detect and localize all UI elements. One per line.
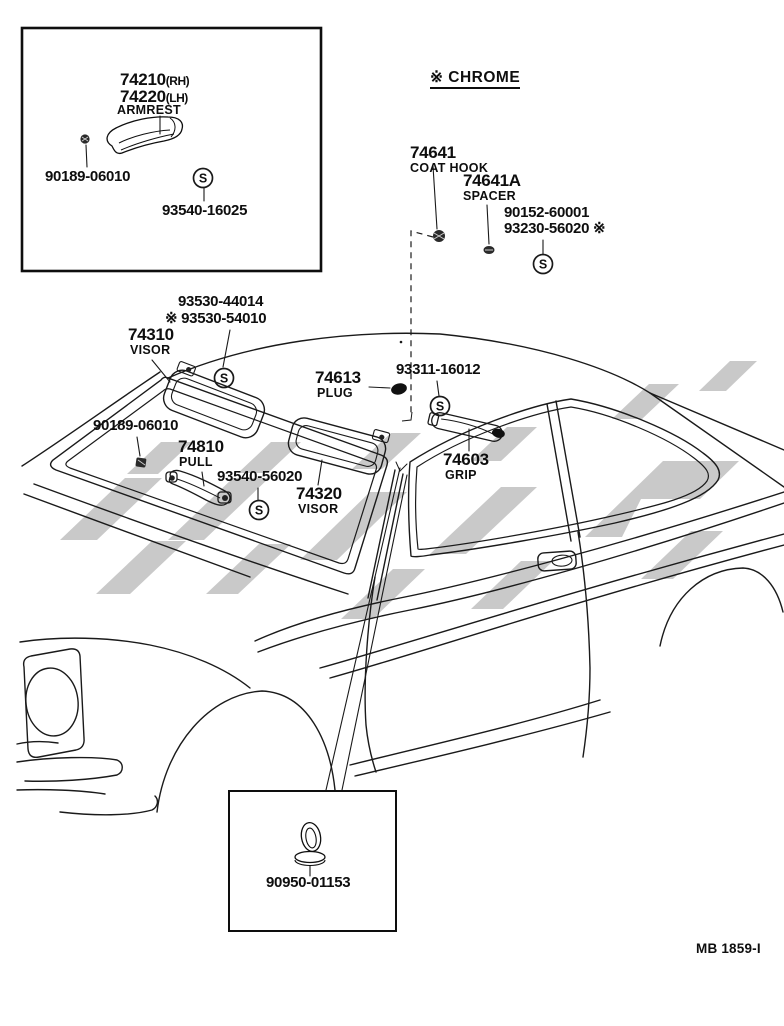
label-front-clip: 90189-06010	[93, 417, 179, 434]
label-grip-no: 74603	[443, 450, 489, 469]
label-armrest-screw: 90189-06010	[45, 168, 131, 185]
s-symbol: S	[198, 171, 208, 186]
label-pull-name: PULL	[179, 455, 213, 469]
clip-drawing	[295, 821, 325, 865]
label-coat-hook-no: 74641	[410, 143, 456, 162]
label-doc-code: MB 1859-I	[696, 941, 761, 956]
label-armrest-rh	[120, 71, 189, 88]
label-coat-hook-name: COAT HOOK	[410, 161, 489, 175]
part-no: 74220	[120, 87, 166, 106]
label-header-clip: 90950-01153	[266, 874, 351, 891]
label-plug-no: 74613	[315, 368, 361, 387]
label-visor-rh-no: 74320	[296, 484, 342, 503]
side-suffix: (RH)	[165, 74, 190, 88]
label-pull-hw: 93540-56020	[217, 468, 303, 485]
label-armrest-name: ARMREST	[117, 103, 181, 117]
label-visor-lh-no: 74310	[128, 325, 174, 344]
label-spacer-no: 74641A	[463, 171, 521, 190]
part-no: 74210	[120, 70, 166, 89]
clip-inset-box	[229, 791, 396, 931]
s-symbol: S	[254, 503, 264, 518]
label-hook-hw-1: 90152-60001	[504, 204, 590, 221]
label-visor-hw-1: 93530-44014	[178, 293, 264, 310]
s-symbol: S	[435, 399, 445, 414]
coat-hook-locator-dashes	[400, 231, 433, 421]
side-suffix: (LH)	[165, 91, 188, 105]
label-armrest-seal: 93540-16025	[162, 202, 248, 219]
label-plug-name: PLUG	[317, 386, 353, 400]
label-grip-name: GRIP	[445, 468, 477, 482]
s-symbol: S	[219, 371, 229, 386]
label-hook-hw-2: 93230-56020 ※	[504, 220, 606, 237]
label-plug-hw: 93311-16012	[396, 361, 481, 378]
s-symbol: S	[538, 257, 548, 272]
armrest-inset-box	[22, 28, 321, 271]
label-spacer-name: SPACER	[463, 189, 516, 203]
plug-icon	[390, 382, 408, 397]
label-pull-no: 74810	[178, 437, 224, 456]
label-chrome-note: ※ CHROME	[430, 70, 520, 89]
label-visor-hw-2: ※ 93530-54010	[165, 310, 267, 327]
label-visor-lh-name: VISOR	[130, 343, 171, 357]
label-visor-rh-name: VISOR	[298, 502, 339, 516]
